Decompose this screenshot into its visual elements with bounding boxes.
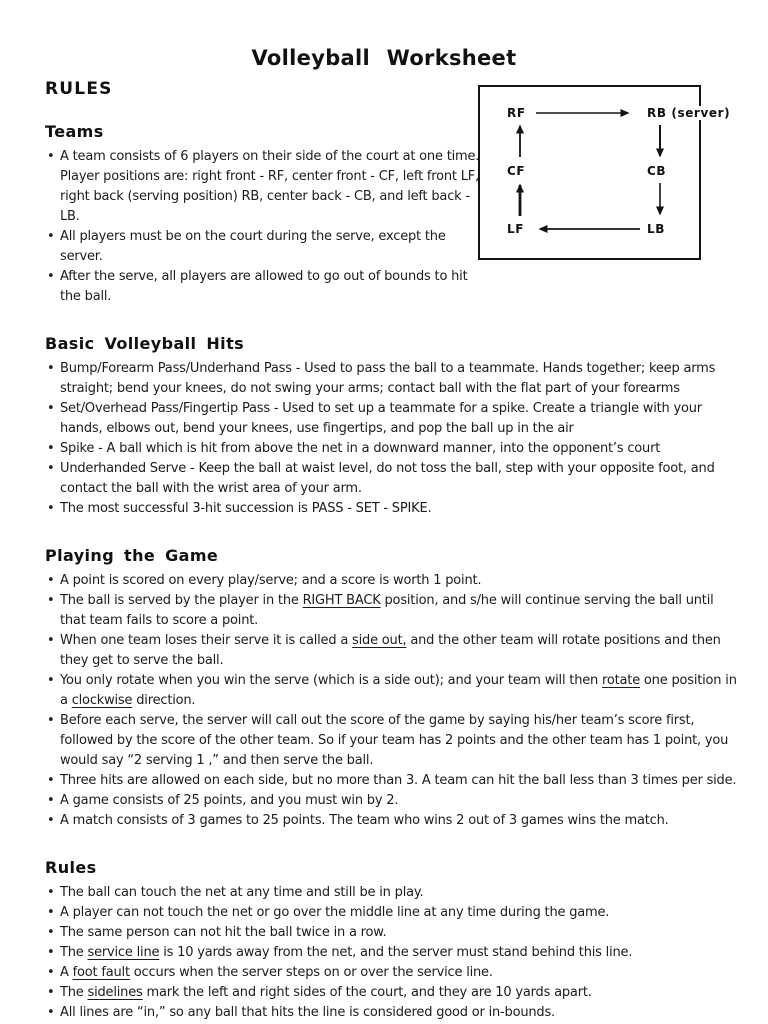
bullet-item — [60, 943, 740, 963]
bullet-item — [60, 791, 740, 811]
bullet-text: Three hits are allowed on each side, but no more than 3. A team can hit the ball less than 3 times per side. — [60, 773, 737, 788]
section-heading: Teams — [45, 122, 104, 141]
bullet-text: Set/Overhead Pass/Fingertip Pass - Used to set up a teammate for a spike. Create a triangle with your hands, elbows out, bend your knees, use fingertips, and pop the ball up in the air — [60, 401, 702, 436]
bullet-item — [60, 591, 740, 631]
bullet-text: is 10 yards away from the net, and the server must stand behind this line. — [159, 945, 633, 960]
bullet-text: The same person can not hit the ball twice in a row. — [60, 925, 387, 940]
bullet-item — [60, 499, 740, 519]
underlined-term: RIGHT BACK — [302, 593, 381, 608]
bullet-text: A — [60, 965, 73, 980]
diagram-node-cf: CF — [507, 164, 526, 178]
bullet-text: one position in a — [60, 673, 737, 708]
bullet-item — [60, 1003, 740, 1023]
bullet-text: Bump/Forearm Pass/Underhand Pass - Used to pass the ball to a teammate. Hands together; keep arms straight; bend your knees, do not swing your arms; contact ball with the flat part of your forearms — [60, 361, 716, 396]
bullet-text: A match consists of 3 games to 25 points. The team who wins 2 out of 3 games wins the match. — [60, 813, 669, 828]
bullet-text: After the serve, all players are allowed to go out of bounds to hit the ball. — [60, 269, 468, 304]
court-rotation-diagram — [478, 85, 731, 260]
bullet-text: A game consists of 25 points, and you must win by 2. — [60, 793, 399, 808]
section-heading: Basic Volleyball Hits — [45, 334, 245, 353]
rules-label: RULES — [45, 79, 113, 99]
bullet-item — [60, 147, 484, 227]
bullet-list — [45, 571, 740, 831]
bullet-item — [60, 923, 740, 943]
underlined-term: sidelines — [87, 985, 143, 1000]
bullet-text: A player can not touch the net or go over the middle line at any time during the game. — [60, 905, 610, 920]
bullet-item — [60, 963, 740, 983]
bullet-text: Underhanded Serve - Keep the ball at waist level, do not toss the ball, step with your opposite foot, and contact the ball with the wrist area of your arm. — [60, 461, 715, 496]
diagram-node-lf: LF — [507, 222, 525, 236]
bullet-text: occurs when the server steps on or over the service line. — [129, 965, 493, 980]
underlined-term: side out, — [352, 633, 407, 648]
underlined-term: foot fault — [72, 965, 130, 980]
underlined-term: clockwise — [71, 693, 133, 708]
bullet-item — [60, 811, 740, 831]
bullet-text: All players must be on the court during the serve, except the server. — [60, 229, 446, 264]
bullet-item — [60, 571, 740, 591]
bullet-item — [60, 399, 740, 439]
section-rules — [45, 858, 740, 1023]
bullet-text: Before each serve, the server will call out the score of the game by saying his/her team’s score first, followed by the score of the other team. So if your team has 2 points and the other team has 1 point, you would say “2 serving 1 ,” and then serve the ball. — [60, 713, 729, 768]
bullet-text: When one team loses their serve it is called a — [60, 633, 353, 648]
bullet-item — [60, 227, 484, 267]
diagram-node-rf: RF — [507, 106, 526, 120]
bullet-item — [60, 359, 740, 399]
bullet-text: position, and s/he will continue serving the ball until that team fails to score a point. — [60, 593, 714, 628]
bullet-text: A team consists of 6 players on their side of the court at one time. Player positions are: right front - RF, center front - CF, left front LF, right back (serving position) RB, center back - CB, and left back - LB. — [60, 149, 480, 224]
bullet-item — [60, 439, 740, 459]
bullet-item — [60, 267, 484, 307]
bullet-text: The — [60, 985, 88, 1000]
diagram-node-lb: LB — [647, 222, 665, 236]
diagram-node-cb: CB — [647, 164, 667, 178]
section-basic-volleyball-hits — [45, 334, 740, 519]
bullet-item — [60, 459, 740, 499]
bullet-item — [60, 631, 740, 671]
bullet-item — [60, 671, 740, 711]
bullet-text: The most successful 3-hit succession is PASS - SET - SPIKE. — [60, 501, 432, 516]
bullet-text: The — [60, 945, 88, 960]
bullet-text: The ball is served by the player in the — [60, 593, 303, 608]
bullet-text: Spike - A ball which is hit from above the net in a downward manner, into the opponent’s court — [60, 441, 661, 456]
bullet-item — [60, 711, 740, 771]
section-heading: Rules — [45, 858, 97, 877]
bullet-text: mark the left and right sides of the court, and they are 10 yards apart. — [142, 985, 592, 1000]
bullet-text: direction. — [132, 693, 196, 708]
bullet-text: and the other team will rotate positions and then they get to serve the ball. — [60, 633, 721, 668]
bullet-item — [60, 903, 740, 923]
bullet-item — [60, 983, 740, 1003]
bullet-item — [60, 771, 740, 791]
section-playing-the-game — [45, 546, 740, 831]
bullet-list — [45, 883, 740, 1023]
bullet-text: The ball can touch the net at any time and still be in play. — [60, 885, 424, 900]
bullet-text: A point is scored on every play/serve; and a score is worth 1 point. — [60, 573, 482, 588]
section-heading: Playing the Game — [45, 546, 219, 565]
bullet-text: You only rotate when you win the serve (which is a side out); and your team will then — [60, 673, 603, 688]
underlined-term: rotate — [602, 673, 640, 688]
bullet-text: All lines are “in,” so any ball that hits the line is considered good or in-bounds. — [60, 1005, 555, 1020]
diagram-node-rb-server: RB (server) — [647, 106, 731, 120]
bullet-item — [60, 883, 740, 903]
bullet-list — [45, 359, 740, 519]
page-title: Volleyball Worksheet — [251, 46, 517, 70]
underlined-term: service line — [87, 945, 160, 960]
